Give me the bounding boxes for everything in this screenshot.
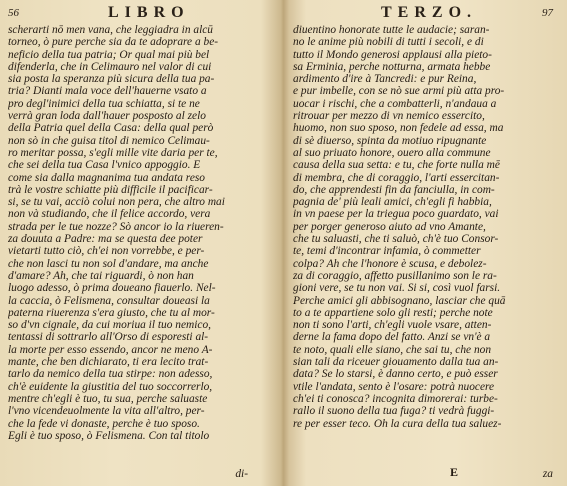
text-line: non ti sono l'arti, ch'egli vuole vsare, atten- xyxy=(293,319,492,332)
text-line: diuentino honorate tutte le audacie; saran- xyxy=(293,24,490,36)
left-page-header xyxy=(0,4,282,22)
text-line: per porger generoso aiuto ad vno Amante, xyxy=(293,220,486,233)
text-line: Egli è tuo sposo, ò Felismena. Con tal titolo xyxy=(8,429,210,442)
text-line: che sei della tua Casa l'vnico appoggio. E xyxy=(8,159,201,172)
text-line: trà le vostre schiatte più difficile il pacificar- xyxy=(8,183,213,196)
text-line: gioni vere, se tu non vai. Si si, così vuol farsi. xyxy=(293,282,501,295)
text-line: della Patria quel della Casa: della qual però xyxy=(8,122,214,135)
text-line: mentre ch'egli è tuo, tu sua, perche saluaste xyxy=(8,392,208,405)
text-line: torneo, ò pure perche sia da te adoprare a be- xyxy=(8,36,219,49)
text-line: in vn paese per la triegua poco guardato, vai xyxy=(293,208,499,221)
text-line: mante, che ben dichiarato, ti era lecito trat- xyxy=(8,356,209,369)
right-running-head: TERZO. xyxy=(381,4,478,21)
text-line: tarlo da nemico della tua stirpe: non adesso, xyxy=(8,368,213,381)
text-line: colpa? Ah che l'honore è scusa, e debolez- xyxy=(293,257,487,270)
text-line: do, che apprendesti fin da fanciulla, in com- xyxy=(293,183,495,196)
text-line: so d'vn cignale, da cui moriua il tuo nemico, xyxy=(8,319,212,332)
text-line: pro degl'inimici della tua schiatta, si te ne xyxy=(8,97,200,110)
right-page-number: 97 xyxy=(542,7,553,19)
text-line: che non lasci tu non sol d'andare, ma anche xyxy=(8,257,209,270)
text-line: di sè diuerso, spinta da motiuo ripugnante xyxy=(293,134,487,147)
right-page-header xyxy=(285,4,567,22)
right-page-footer xyxy=(285,466,567,480)
left-page xyxy=(0,0,282,486)
text-line: che la fede vi donaste, perche è tuo sposo. xyxy=(8,417,200,430)
text-line: difenderla, che in Celimauro nel valor di cui xyxy=(8,60,212,73)
text-line: causa della sua setta: e tu, che forte nulla mē xyxy=(293,159,500,172)
text-line: vietarti tutto ciò, ch'ei non vorrebbe, e per- xyxy=(8,245,205,258)
left-running-head: LIBRO xyxy=(108,4,190,21)
text-line: la morte per esso essendo, ancor ne meno A- xyxy=(8,343,213,356)
right-catchword: za xyxy=(542,468,553,480)
text-line: za di coraggio, affetto pusillanimo son le ra- xyxy=(293,269,497,282)
text-line: te noto, quali elle siano, che sai tu, che non xyxy=(293,343,492,356)
text-line: derne la fama dopo del fatto. Anzi se vn'è a xyxy=(293,331,491,344)
text-line: re per esser teco. Oh la cura della tua saluez- xyxy=(293,417,502,430)
left-page-text xyxy=(8,24,276,442)
text-line: luogo adesso, ò prima doueano fiauerlo. Nel- xyxy=(8,282,216,295)
text-line: al suo priuato honore, ouero alla commune xyxy=(293,146,491,159)
text-line: pagnia de' più leali amici, ch'egli fi habbia, xyxy=(293,196,492,209)
text-line: ardimento d'ire à Tancredi: e pur Reina, xyxy=(293,73,477,86)
text-line: sia posta la speranza più sicura della tua pa- xyxy=(8,73,215,86)
text-line: di membra, che di coraggio, l'arti essercitan- xyxy=(293,171,500,184)
text-line: strada per le tue nozze? Sò ancor io la riueren- xyxy=(8,220,224,233)
text-line: tria? Dianti mala voce dell'hauerne vsato a xyxy=(8,85,207,98)
right-page-text xyxy=(293,24,561,430)
text-line: no le anime più nobili di tutti i secoli, e di xyxy=(293,36,484,49)
text-line: verrà gran loda dall'hauer posposto al zelo xyxy=(8,110,206,123)
text-line: e pur imbelle, con se nò sue armi più atta pro- xyxy=(293,85,505,98)
text-line: uocar i rischi, che a combatterli, n'andaua a xyxy=(293,97,497,110)
left-page-number: 56 xyxy=(8,7,19,19)
text-line: to a te appartiene solo gli resti; perche note xyxy=(293,306,493,319)
text-line: Perche amici gli abbisognano, lasciar che quā xyxy=(293,294,506,307)
text-line: la caccia, ò Felismena, consultar doueasi la xyxy=(8,294,210,307)
text-line: tutto il Mondo generosi applausi alla pieto- xyxy=(293,48,492,61)
signature-mark: E xyxy=(450,465,459,479)
right-page xyxy=(285,0,567,486)
text-line: neficio della tua patria; Or qual mai più bel xyxy=(8,48,210,61)
text-line: ch'è euidente la giustitia del tuo soccorrerlo, xyxy=(8,380,213,393)
text-line: ritrouar per mezzo di vn nemico essercito, xyxy=(293,110,485,123)
left-catchword: di- xyxy=(235,468,248,480)
text-line: d'amare? Ah, che tai riguardi, ò non han xyxy=(8,269,194,282)
text-line: ro meritar possa, s'egli mille vite daria per te, xyxy=(8,146,218,159)
text-line: che tu saluasti, che ti saluò, ch'è tuo Consor- xyxy=(293,233,499,246)
text-line: paterna riuerenza s'era giusto, che tu al mor- xyxy=(8,306,215,319)
text-line: non và studiando, che il felice accordo, vera xyxy=(8,208,211,221)
text-line: sa Erminia, perche notturna, armata hebbe xyxy=(293,60,491,73)
text-line: sian tali da riceuer giouamento dalla tua an- xyxy=(293,356,499,369)
text-line: za douuta a Padre: ma se questa dee poter xyxy=(8,233,203,246)
left-page-footer xyxy=(0,466,282,480)
text-line: l'vno vicendeuolmente la vita all'altro, per- xyxy=(8,405,205,418)
text-line: data? Se lo starsi, è danno certo, e può esser xyxy=(293,368,498,381)
text-line: come sia dalla magnanima tua andata reso xyxy=(8,171,206,184)
text-line: si, se tu vai, acciò colui non pera, che altro mai xyxy=(8,196,225,209)
text-line: te, temi d'incontrar infamia, ò commetter xyxy=(293,245,481,258)
text-line: vtile l'andata, sento è l'osare: potrà nuocere xyxy=(293,380,495,393)
text-line: huomo, non suo sposo, non fedele ad essa, ma xyxy=(293,122,504,135)
text-line: ch'ei ti conosca? incognita dimorerai: turbe- xyxy=(293,392,498,405)
text-line: scherarti nō men vana, che leggiadra in alcū xyxy=(8,24,213,36)
text-line: tentassi di sottrarlo all'Orso di esporesti al- xyxy=(8,331,209,344)
text-line: rallo il suono della tua fuga? ti vedrà fuggi- xyxy=(293,405,495,418)
text-line: non sò in che guisa titol di nemico Celimau- xyxy=(8,134,210,147)
